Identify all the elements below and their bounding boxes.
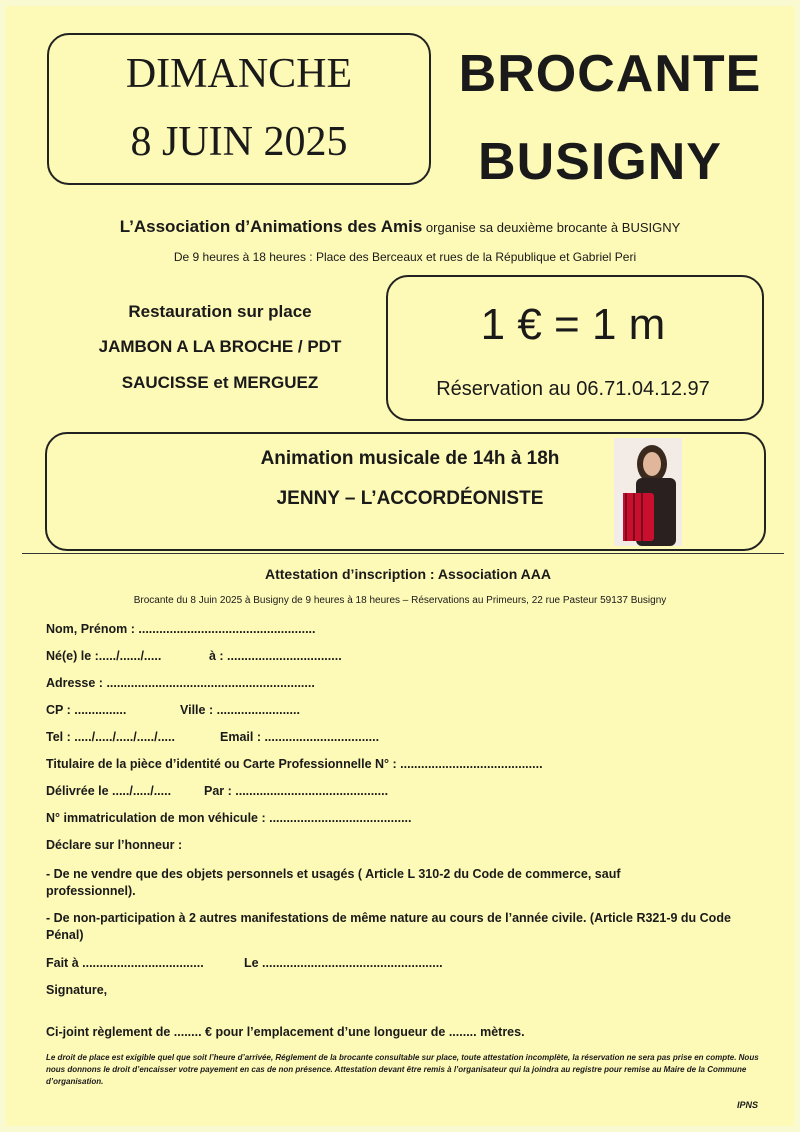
declaration-clause-2: - De non-participation à 2 autres manifestations de même nature au cours de l’année civile. (Article R321-9 du Code Pénal)	[46, 911, 731, 942]
date-full: 8 JUIN 2025	[130, 119, 348, 165]
date-day: DIMANCHE	[125, 51, 353, 97]
field-id-holder[interactable]: Titulaire de la pièce d’identité ou Carte Professionnelle N° : .........................................	[46, 757, 543, 771]
payment-line[interactable]: Ci-joint règlement de ........ € pour l’emplacement d’une longueur de ........ mètres.	[46, 1025, 525, 1039]
price-rate: 1 € = 1 m	[480, 300, 666, 349]
form-separator	[22, 553, 784, 554]
field-city[interactable]: Ville : ........................	[180, 703, 300, 717]
fine-print: Le droit de place est exigible quel que soit l’heure d’arrivée, Réglement de la brocante consultable sur place, toute attestation incomplète, la réservation ne sera pas prise en compte. Nous nous donnons le droit d’encaisser votre payement en cas de non présence. Attestation devant être remis à l’organisateur qui la joindra au registre pour remise au Maire de la Commune d’organisation.	[46, 1053, 759, 1086]
signature-label: Signature,	[46, 983, 108, 997]
field-address[interactable]: Adresse : ............................................................	[46, 676, 315, 690]
field-birth-place[interactable]: à : .................................	[209, 649, 342, 663]
field-done-on[interactable]: Le ....................................................	[244, 956, 443, 970]
hours-line: De 9 heures à 18 heures : Place des Berceaux et rues de la République et Gabriel Peri	[173, 250, 637, 264]
reservation-phone: Réservation au 06.71.04.12.97	[436, 378, 710, 400]
field-postcode[interactable]: CP : ...............	[46, 703, 127, 717]
ipns-label: IPNS	[737, 1100, 759, 1110]
declaration-heading: Déclare sur l’honneur :	[46, 838, 183, 852]
food-heading: Restauration sur place	[128, 302, 312, 321]
event-title-line2: BUSIGNY	[478, 133, 722, 191]
organizer-line	[0, 217, 800, 237]
field-birth-date[interactable]: Né(e) le :...../....../.....	[46, 649, 162, 663]
field-email[interactable]: Email : .................................	[220, 730, 380, 744]
organizer-name: L’Association d’Animations des Amis	[119, 217, 423, 236]
organizer-text: organise sa deuxième brocante à BUSIGNY	[422, 220, 681, 235]
food-item-2: SAUCISSE et MERGUEZ	[121, 373, 319, 392]
form-subtitle: Brocante du 8 Juin 2025 à Busigny de 9 heures à 18 heures – Réservations au Primeurs, 22 rue Pasteur 59137 Busigny	[133, 595, 667, 606]
field-phone[interactable]: Tel : ...../...../...../...../.....	[46, 730, 175, 744]
music-time: Animation musicale de 14h à 18h	[260, 448, 560, 469]
field-issued-by[interactable]: Par : ............................................	[204, 784, 389, 798]
declaration-clause-1: - De ne vendre que des objets personnels et usagés ( Article L 310-2 du Code de commerce, sauf professionnel).	[46, 867, 621, 898]
form-title: Attestation d’inscription : Association AAA	[265, 566, 551, 582]
music-artist: JENNY – L’ACCORDÉONISTE	[276, 488, 544, 509]
accordionist-photo	[614, 438, 682, 546]
field-done-at[interactable]: Fait à ...................................	[46, 956, 204, 970]
field-name[interactable]: Nom, Prénom : ...................................................	[46, 622, 316, 636]
field-vehicle[interactable]: N° immatriculation de mon véhicule : .........................................	[46, 811, 412, 825]
food-item-1: JAMBON A LA BROCHE / PDT	[98, 337, 342, 356]
field-issued-on[interactable]: Délivrée le ...../...../.....	[46, 784, 172, 798]
event-title-line1: BROCANTE	[458, 45, 762, 103]
